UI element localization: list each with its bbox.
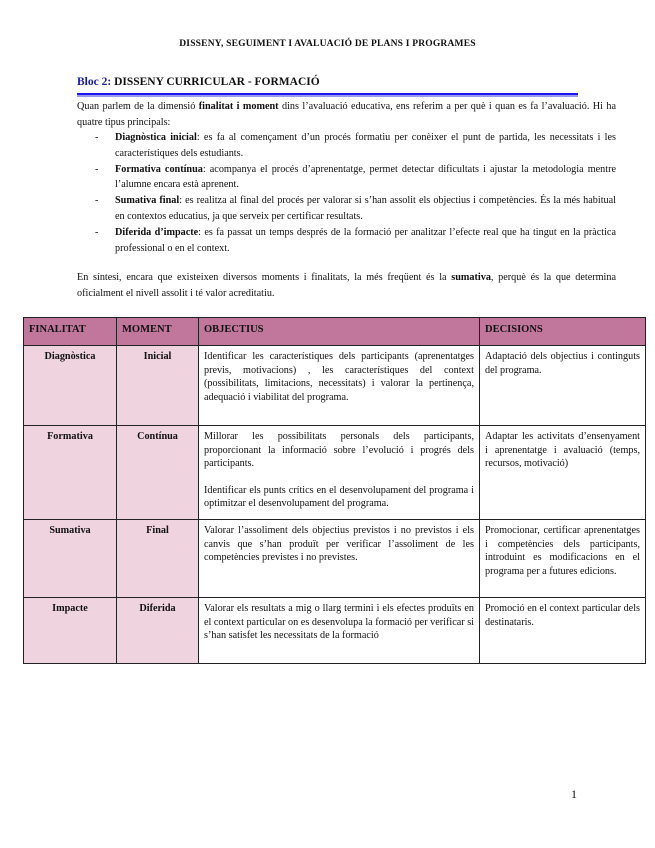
summary-bold-term: sumativa: [451, 272, 491, 283]
cell-objectius: [199, 346, 480, 426]
list-item-term: Sumativa final: [115, 195, 180, 207]
list-item-text: : acompanya el procés d’aprenentatge, permet detectar dificultats i ajustar la metodologia mentre l’alumne encara està aprenent.: [115, 163, 616, 191]
page-number: 1: [571, 787, 577, 801]
list-item: [77, 130, 616, 162]
table-row: [24, 346, 646, 426]
objectius-text-secondary: Identificar els punts crítics en el desenvolupament del programa i optimitzar el desenvolupament del programa.: [204, 484, 474, 509]
cell-decisions: Promoció en el context particular dels destinataris.: [480, 598, 646, 664]
intro-text-end: dins l’avaluació educativa, ens referim a per què i quan es fa l’avaluació. Hi ha quatre tipus principals:: [77, 101, 617, 128]
evaluation-table: [23, 317, 646, 664]
list-item-text: : es realitza al final del procés per valorar si s’han assolit els objectius i competències. És la més habitual en contextos educatius, ja que serveix per certificar resultats.: [115, 195, 617, 222]
cell-decisions: Promocionar, certificar aprenentatges i competències dels participants, introduint es modificacions en el programa per a futures edicions.: [480, 520, 646, 598]
cell-objectius: [199, 598, 480, 664]
section-label: Bloc 2:: [77, 76, 112, 88]
objectius-text: Millorar les possibilitats personals dels participants, proporcionant la informació sobre l’evolució i progrés dels participants.: [204, 431, 474, 469]
list-item-term: Diferida d’impacte: [115, 226, 199, 238]
cell-objectius: [199, 426, 480, 520]
cell-objectius: [199, 520, 480, 598]
section-divider: [77, 93, 578, 97]
objectius-text: Valorar l’assoliment dels objectius previstos i no previstos i els canvis que s’han produït per verificar l’assoliment de les competències previstes i no previstes.: [204, 525, 474, 563]
list-item: [77, 193, 616, 225]
cell-finalitat: Diagnòstica: [24, 346, 117, 426]
list-item-term: Formativa contínua: [115, 163, 203, 175]
header-moment: MOMENT: [117, 318, 199, 346]
list-dash: -: [95, 195, 99, 207]
list-dash: -: [95, 163, 99, 175]
intro-bold-term: finalitat i moment: [198, 101, 279, 112]
cell-moment: Inicial: [117, 346, 199, 426]
table-header-row: [24, 318, 646, 346]
table-row: [24, 598, 646, 664]
objectius-text: Identificar les característiques dels participants (aprenentatges previs, motivacions) , les característiques del context (possibilitats, limitacions, necessitats) i valorar la pertinença, adequació i viabilitat del programa.: [204, 351, 474, 403]
list-item: [77, 162, 616, 194]
cell-decisions: Adaptar les activitats d’ensenyament i aprenentatge i avaluació (temps, recursos, motivació): [480, 426, 646, 520]
list-item-text: : es fa al començament d’un procés formatiu per conèixer el punt de partida, les necessitats i les característiques dels estudiants.: [115, 132, 617, 159]
list-dash: -: [95, 226, 99, 238]
cell-moment: Contínua: [117, 426, 199, 520]
objectius-text: Valorar els resultats a mig o llarg termini i els efectes produïts en el context particular on es desenvolupa la formació per verificar si s’han satisfet les necessitats de la formació: [204, 603, 474, 641]
cell-moment: Final: [117, 520, 199, 598]
list-item-term: Diagnòstica inicial: [115, 132, 197, 143]
list-dash: -: [95, 132, 99, 143]
evaluation-types-list: [77, 130, 616, 256]
summary-text-end: , perquè és la que determina oficialment el nivell assolit i té valor acreditatiu.: [77, 272, 617, 299]
section-name: DISSENY CURRICULAR - FORMACIÓ: [114, 76, 320, 88]
intro-paragraph: [77, 99, 616, 131]
table-row: [24, 520, 646, 598]
header-decisions: DECISIONS: [480, 318, 646, 346]
header-objectius: OBJECTIUS: [199, 318, 480, 346]
page-header: DISSENY, SEGUIMENT I AVALUACIÓ DE PLANS I PROGRAMES: [179, 39, 476, 49]
summary-paragraph: [77, 270, 616, 302]
summary-text-start: En síntesi, encara que existeixen diversos moments i finalitats, la més freqüent és la: [77, 272, 447, 283]
header-finalitat: FINALITAT: [24, 318, 117, 346]
list-item: [77, 225, 616, 257]
cell-finalitat: Impacte: [24, 598, 117, 664]
section-title: [77, 76, 320, 88]
cell-finalitat: Sumativa: [24, 520, 117, 598]
intro-text-start: Quan parlem de la dimensió: [77, 101, 196, 112]
table-row: [24, 426, 646, 520]
cell-moment: Diferida: [117, 598, 199, 664]
cell-decisions: Adaptació dels objectius i continguts del programa.: [480, 346, 646, 426]
cell-finalitat: Formativa: [24, 426, 117, 520]
list-item-text: : es fa passat un temps després de la formació per analitzar l’efecte real que ha tingut en la pràctica professional o en el context.: [115, 226, 616, 254]
